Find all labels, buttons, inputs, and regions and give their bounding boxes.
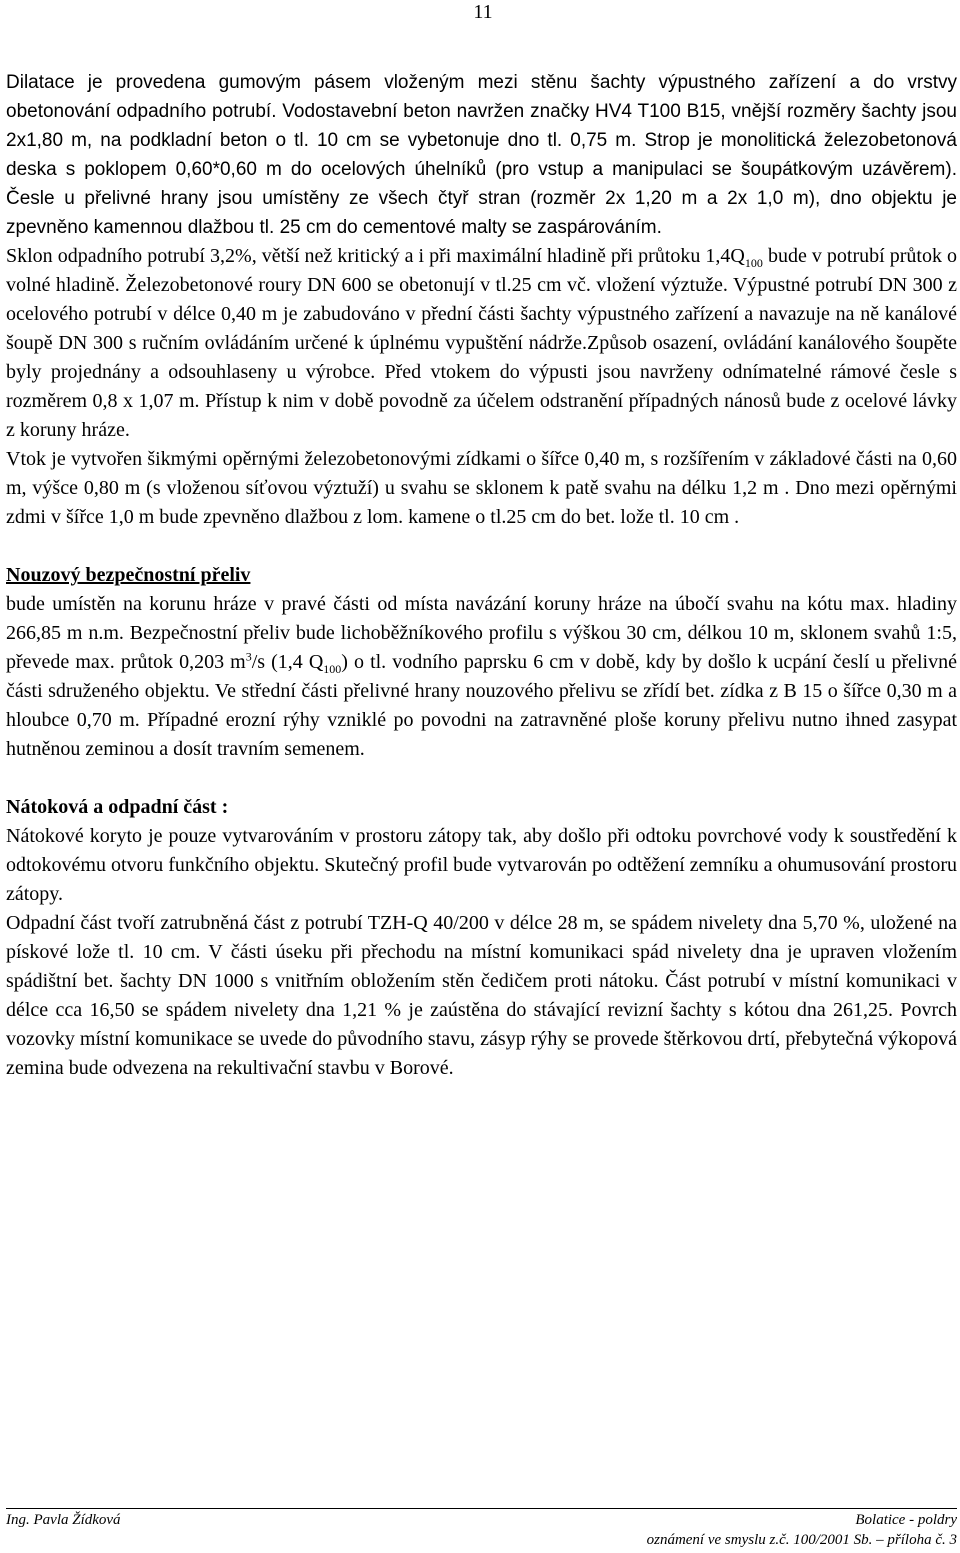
paragraph-preliv [6, 590, 957, 764]
cesle-text: Česle u přelivné hrany jsou umístěny ze všech čtyř stran (rozměr 2x 1,20 m a 2x 1,0 m), dno objektu je zpevněno kamennou dlažbou tl. 25 cm do cementové malty se zaspárováním. [6, 188, 957, 238]
strop-text: Strop je monolitická železobetonová deska s poklopem 0,60*0,60 m do ocelových úhelníků (pro vstup a manipulaci se šoupátkovým uzávěrem). [6, 130, 957, 180]
sklon-text-b: bude v potrubí průtok o volné hladině. Železobetonové roury DN 600 se obetonují v tl.25 cm vč. vložení výztuže. Výpustné potrubí DN 300 z ocelového potrubí v délce 0,40 m je zabudováno v přední části šachty výpustného zařízení a navazuje na ně kanálové šoupě DN 300 s ručním ovládáním určené k úplnému vypuštění nádrže.Způsob osazení, ovládání kanálového šoupěte byly projednány a odsouhlaseny u výrobce. Před vtokem do výpusti jsou navrženy odnímatelné rámové česle s rozměrem 0,8 x 1,07 m. Přístup k nim v době povodně za účelem odstranění případných nánosů bude z ocelové lávky z koruny hráze. [6, 245, 957, 441]
paragraph-odpadni-cast: Odpadní část tvoří zatrubněná část z potrubí TZH-Q 40/200 v délce 28 m, se spádem nivelety dna 5,70 %, uložené na pískové lože tl. 10 cm. V části úseku při přechodu na místní komunikaci spád nivelety dna je upraven vložením spádištní bet. šachty DN 1000 s vnitřním obložením stěn čedičem proti nátoku. Část potrubí v místní komunikaci v délce cca 16,50 se spádem nivelety dna 1,21 % je zaústěna do stávající revizní šachty s kótou dna 261,25. Povrch vozovky místní komunikace se uvede do původního stavu, zásyp rýhy se provede štěrkovou drtí, přebytečná výkopová zemina bude odvezena na rekultivační stavbu v Borové. [6, 912, 957, 1079]
footer-document-ref: oznámení ve smyslu z.č. 100/2001 Sb. – příloha č. 3 [646, 1532, 957, 1548]
document-body [6, 68, 957, 1083]
paragraph-sklon [6, 242, 957, 445]
page-number: 11 [473, 1, 493, 23]
preliv-subscript: 100 [323, 662, 342, 676]
footer-project: Bolatice - poldry [855, 1512, 957, 1528]
dilatace-text: Dilatace je provedena gumovým pásem vloženým mezi stěnu šachty výpustného zařízení a do vrstvy obetonování odpadního potrubí. Vodostavební beton navržen značky HV4 T100 B15, vnější rozměry šachty jsou 2x1,80 m, na podkladní beton o tl. 10 cm se vybetonuje dno tl. 0,75 m. [6, 72, 957, 151]
paragraph-vtok: Vtok je vytvořen šikmými opěrnými železobetonovými zídkami o šířce 0,40 m, s rozšířením v základové části na 0,60 m, výšce 0,80 m (s vloženou síťovou výztuží) u svahu se sklonem k patě svahu na délku 1,2 m . Dno mezi opěrnými zdmi v šířce 1,0 m bude zpevněno dlažbou z lom. kamene o tl.25 cm do bet. lože tl. 10 cm . [6, 448, 957, 528]
preliv-superscript: 3 [245, 649, 252, 664]
heading-natokova-cast: Nátoková a odpadní část : [6, 796, 229, 818]
sklon-subscript: 100 [744, 256, 763, 270]
paragraph-dilatace [6, 68, 957, 242]
footer [6, 1508, 957, 1529]
heading-nouzovy-preliv: Nouzový bezpečnostní přeliv [6, 564, 251, 586]
preliv-text-b: /s (1,4 Q [251, 651, 324, 673]
paragraph-natokove-koryto: Nátokové koryto je pouze vytvarováním v prostoru zátopy tak, aby došlo při odtoku povrchové vody k soustředění k odtokovému otvoru funkčního objektu. Skutečný profil bude vytvarován po odtěžení zemníku a ohumusování prostoru zátopy. [6, 825, 957, 905]
preliv-text-a: bude umístěn na korunu hráze v pravé části od místa navázání koruny hráze na úbočí svahu na kótu max. hladiny 266,85 m n.m. Bezpečnostní přeliv bude lichoběžníkového profilu s výškou 30 cm, délkou 10 m, sklonem svahů 1:5, převede max. průtok 0,203 m [6, 593, 957, 673]
sklon-text-a: Sklon odpadního potrubí 3,2%, větší než kritický a i při maximální hladině při průtoku 1,4Q [6, 245, 745, 267]
preliv-text-c: ) o tl. vodního paprsku 6 cm v době, kdy by došlo k ucpání česlí u přelivné části sdruženého objektu. Ve střední části přelivné hrany nouzového přelivu se zřídí bet. zídka z B 15 o šířce 0,30 m a hloubce 0,70 m. Případné erozní rýhy vzniklé po povodni na zatravněné ploše koruny přelivu nutno ihned zasypat hutněnou zeminou a dosít travním semenem. [6, 651, 957, 760]
footer-author: Ing. Pavla Žídková [6, 1512, 121, 1528]
